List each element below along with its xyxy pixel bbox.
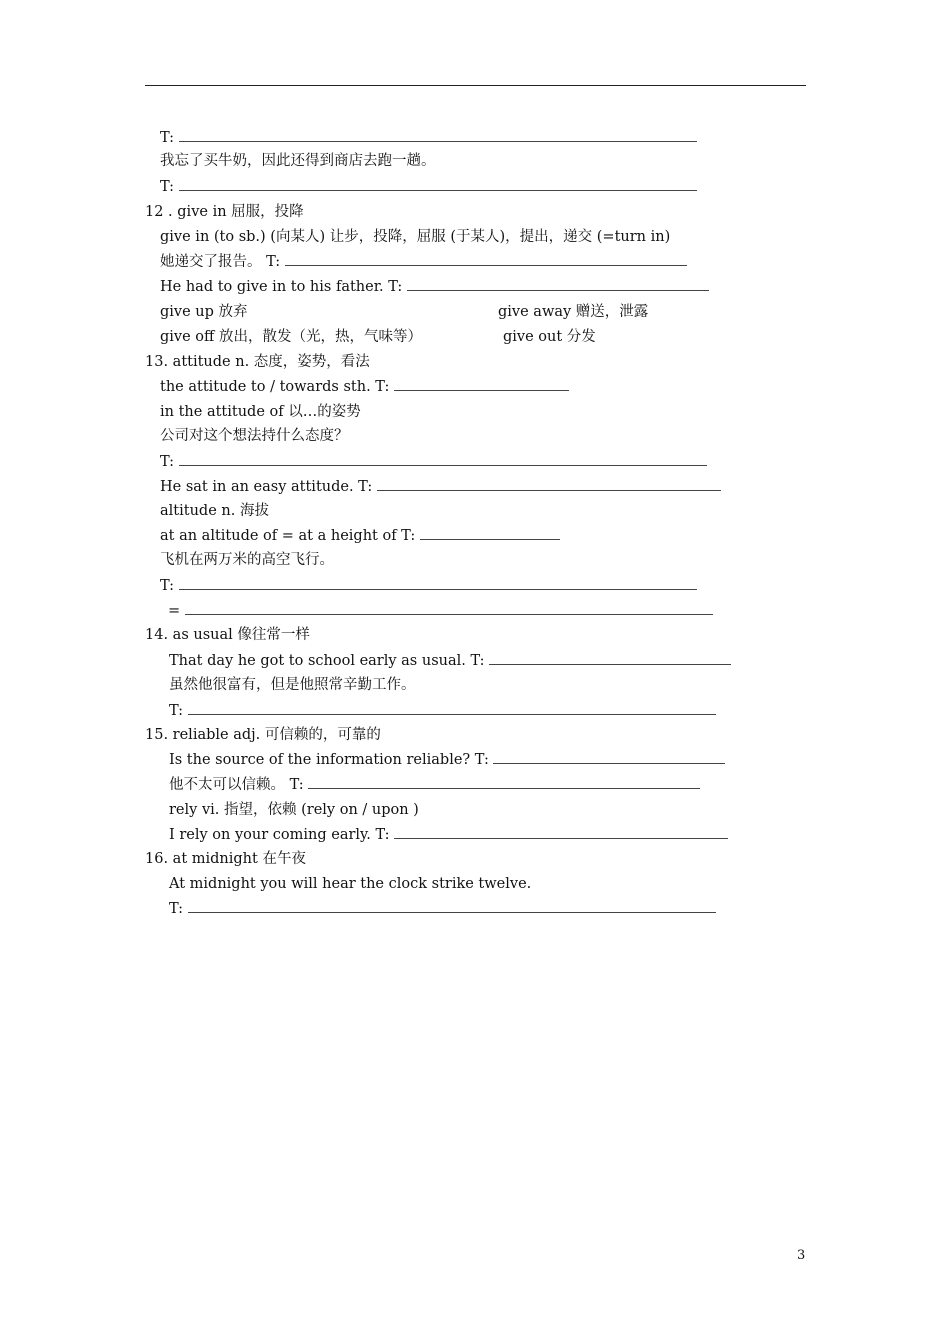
phrase-line: in the attitude of 以…的姿势 [160,404,361,420]
phrase-line: give out 分发 [503,329,596,345]
answer-blank[interactable] [308,774,700,789]
answer-blank[interactable] [188,700,716,715]
item-heading-15: 15. reliable adj. 可信赖的，可靠的 [145,727,381,743]
example-sentence: At midnight you will hear the clock strike twelve. [169,876,532,892]
definition-line: altitude n. 海拔 [160,503,269,519]
answer-line: T: [160,575,697,597]
answer-line: I rely on your coming early. T: [169,824,728,846]
phrase-line: give up 放弃 [160,304,248,320]
answer-line: = [168,600,713,622]
prompt-sentence: 虽然他很富有，但是他照常辛勤工作。 [169,677,416,693]
answer-line: He had to give in to his father. T: [160,276,709,298]
answer-blank[interactable] [179,575,697,590]
item-heading-16: 16. at midnight 在午夜 [145,851,306,867]
definition-line: rely vi. 指望，依赖 (rely on / upon ) [169,802,419,818]
answer-line: at an altitude of = at a height of T: [160,525,560,547]
answer-blank[interactable] [493,749,725,764]
header-rule [145,85,806,86]
answer-blank[interactable] [420,525,560,540]
phrase-line: give off 放出，散发（光，热，气味等） [160,329,422,345]
item-heading-12: 12 . give in 屈服，投降 [145,204,304,220]
answer-blank[interactable] [179,176,697,191]
answer-blank[interactable] [285,251,687,266]
answer-line: T: [160,127,697,149]
prompt-sentence: 飞机在两万米的高空飞行。 [160,552,334,568]
answer-blank[interactable] [179,127,697,142]
answer-line: Is the source of the information reliable? T: [169,749,725,771]
answer-line: T: [160,176,697,198]
item-heading-14: 14. as usual 像往常一样 [145,627,310,643]
answer-line: That day he got to school early as usual. T: [169,650,731,672]
answer-blank[interactable] [377,476,721,491]
page-number: 3 [797,1248,806,1263]
phrase-line: give away 赠送，泄露 [498,304,649,320]
answer-blank[interactable] [188,898,716,913]
answer-blank[interactable] [489,650,731,665]
answer-line: T: [169,898,716,920]
prompt-sentence: 我忘了买牛奶，因此还得到商店去跑一趟。 [160,153,436,169]
answer-blank[interactable] [179,451,707,466]
answer-blank[interactable] [394,376,569,391]
answer-blank[interactable] [394,824,728,839]
answer-line: T: [160,451,707,473]
answer-line: the attitude to / towards sth. T: [160,376,569,398]
definition-line: give in (to sb.) (向某人) 让步，投降，屈服 (于某人)，提出，递交 (=turn in) [160,229,671,245]
item-heading-13: 13. attitude n. 态度，姿势，看法 [145,354,370,370]
answer-line: T: [169,700,716,722]
answer-line: 她递交了报告。 T: [160,251,687,273]
answer-line: 他不太可以信赖。 T: [169,774,700,796]
answer-blank[interactable] [185,600,713,615]
answer-line: He sat in an easy attitude. T: [160,476,721,498]
prompt-sentence: 公司对这个想法持什么态度？ [160,428,349,444]
answer-blank[interactable] [407,276,709,291]
